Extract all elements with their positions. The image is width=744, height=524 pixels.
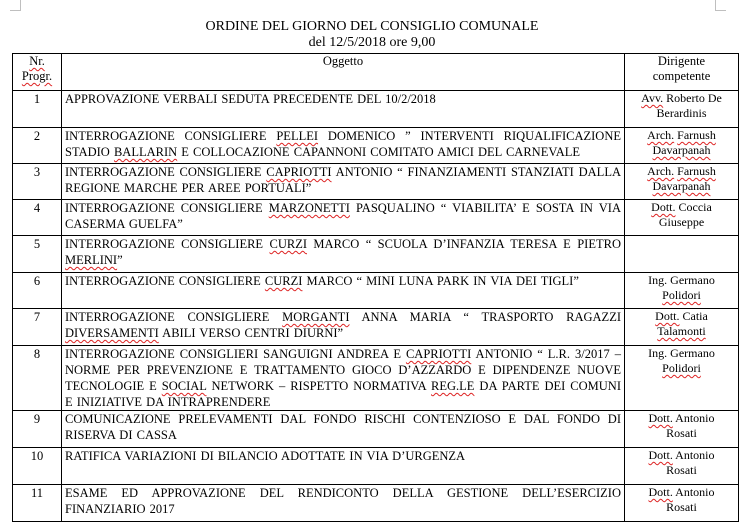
header-manager: [625, 54, 739, 91]
agenda-row: [13, 236, 739, 273]
header-number-line2: Progr.: [21, 69, 53, 83]
header-manager-line2: competente: [652, 69, 711, 83]
agenda-row: [13, 485, 739, 522]
row-subject: INTERROGAZIONE CONSIGLIERI SANGUIGNI ANDREA E CAPRIOTTI ANTONIO “ L.R. 3/2017 – NORME PER PREVENZIONE E TRATTAMENTO GIOCO D’AZZARDO E DIPENDENZE NUOVE TECNOLOGIE E SOCIAL NETWORK – RISPETTO NORMATIVA REG.LE DA PARTE DEI COMUNI E INIZIATIVE DA INTRAPRENDERE: [62, 346, 625, 411]
row-subject: INTERROGAZIONE CONSIGLIERE CURZI MARCO “ SCUOLA D’INFANZIA TERESA E PIETRO MERLINI”: [62, 236, 625, 273]
row-number: 9: [13, 411, 62, 448]
agenda-row: [13, 448, 739, 485]
header-subject-label: Oggetto: [322, 54, 364, 68]
row-subject: INTERROGAZIONE CONSIGLIERE PELLEI DOMENICO ” INTERVENTI RIQUALIFICAZIONE STADIO BALLARIN E COLLOCAZIONE CAPANNONI COMITATO AMICI DEL CARNEVALE: [62, 128, 625, 164]
row-manager: Arch. Farnush Davarpanah: [625, 128, 739, 164]
header-manager-line1: Dirigente: [657, 54, 706, 68]
row-number: 10: [13, 448, 62, 485]
title-line-1: ORDINE DEL GIORNO DEL CONSIGLIO COMUNALE: [205, 19, 539, 34]
page-corner-mark-right: [715, 0, 726, 11]
agenda-row: [13, 346, 739, 411]
row-number: 6: [13, 273, 62, 309]
agenda-row: [13, 91, 739, 128]
agenda-row: [13, 164, 739, 200]
row-subject: INTERROGAZIONE CONSIGLIERE MARZONETTI PASQUALINO “ VIABILITA’ E SOSTA IN VIA CASERMA GUELFA”: [62, 200, 625, 236]
agenda-row: [13, 309, 739, 346]
row-subject: INTERROGAZIONE CONSIGLIERE MORGANTI ANNA MARIA “ TRASPORTO RAGAZZI DIVERSAMENTI ABILI VERSO CENTRI DIURNI”: [62, 309, 625, 346]
row-subject: RATIFICA VARIAZIONI DI BILANCIO ADOTTATE IN VIA D’URGENZA: [62, 448, 625, 485]
header-number: [13, 54, 62, 91]
row-manager: Dott. Antonio Rosati: [625, 485, 739, 522]
row-number: 3: [13, 164, 62, 200]
document-title: [0, 19, 744, 51]
row-subject: ESAME ED APPROVAZIONE DEL RENDICONTO DELLA GESTIONE DELL’ESERCIZIO FINANZIARIO 2017: [62, 485, 625, 522]
row-number: 2: [13, 128, 62, 164]
page-corner-mark-left: [10, 0, 21, 11]
row-number: 4: [13, 200, 62, 236]
row-number: 5: [13, 236, 62, 273]
title-line-2: del 12/5/2018 ore 9,00: [308, 35, 436, 50]
row-number: 7: [13, 309, 62, 346]
row-manager: [625, 236, 739, 273]
agenda-row: [13, 411, 739, 448]
row-number: 1: [13, 91, 62, 128]
row-subject: INTERROGAZIONE CONSIGLIERE CAPRIOTTI ANTONIO “ FINANZIAMENTI STANZIATI DALLA REGIONE MARCHE PER AREE PORTUALI”: [62, 164, 625, 200]
agenda-row: [13, 128, 739, 164]
row-number: 8: [13, 346, 62, 411]
row-subject: APPROVAZIONE VERBALI SEDUTA PRECEDENTE DEL 10/2/2018: [62, 91, 625, 128]
row-manager: Dott. Antonio Rosati: [625, 411, 739, 448]
row-number: 11: [13, 485, 62, 522]
agenda-row: [13, 273, 739, 309]
row-manager: Avv. Roberto De Berardinis: [625, 91, 739, 128]
agenda-table: [12, 53, 739, 522]
row-manager: Arch. Farnush Davarpanah: [625, 164, 739, 200]
row-subject: INTERROGAZIONE CONSIGLIERE CURZI MARCO “ MINI LUNA PARK IN VIA DEI TIGLI”: [62, 273, 625, 309]
row-manager: Dott. Catia Talamonti: [625, 309, 739, 346]
row-manager: Ing. Germano Polidori: [625, 273, 739, 309]
row-manager: Ing. Germano Polidori: [625, 346, 739, 411]
agenda-row: [13, 200, 739, 236]
header-subject: [62, 54, 625, 91]
row-subject: COMUNICAZIONE PRELEVAMENTI DAL FONDO RISCHI CONTENZIOSO E DAL FONDO DI RISERVA DI CASSA: [62, 411, 625, 448]
row-manager: Dott. Coccia Giuseppe: [625, 200, 739, 236]
header-row: [13, 54, 739, 91]
row-manager: Dott. Antonio Rosati: [625, 448, 739, 485]
header-number-line1: Nr.: [29, 54, 45, 68]
